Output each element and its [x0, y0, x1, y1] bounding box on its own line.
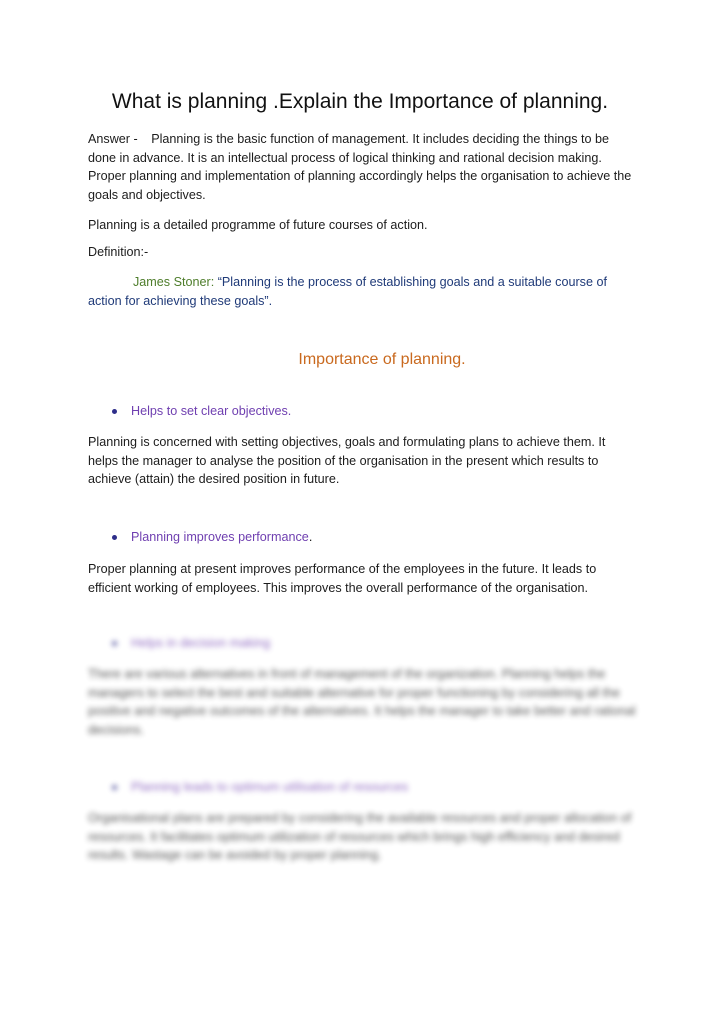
bullet-icon: [112, 785, 117, 790]
page-title: What is planning .Explain the Importance of planning.: [111, 90, 609, 113]
definition-label: Definition:-: [88, 245, 149, 259]
bullet-heading: Planning improves performance: [131, 530, 309, 544]
bullet-heading: Helps in decision making: [131, 636, 271, 650]
bullet-heading: Helps to set clear objectives.: [131, 404, 292, 418]
bullet-heading-suffix: .: [308, 530, 313, 544]
definition-quote-paragraph: [88, 273, 638, 310]
bullet-icon: [112, 641, 117, 646]
bullet-item-performance: [112, 530, 312, 544]
bullet-heading: Planning leads to optimum utilisation of resources: [131, 780, 409, 794]
bullet-icon: [112, 409, 117, 414]
bullet-item-objectives: [112, 404, 291, 418]
answer-text: Planning is the basic function of management. It includes deciding the things to be done in advance. It is an intellectual process of logical thinking and rational decision making. Proper planning and implementation of planning accordingly helps the organisation to achieve the goals and objectives.: [88, 132, 632, 202]
answer-paragraph: [88, 130, 636, 204]
point-paragraph: Proper planning at present improves performance of the employees in the future. It leads to efficient working of employees. This improves the overall performance of the organisation.: [88, 562, 597, 595]
bullet-item-resources: [112, 780, 408, 794]
bullet-item-decision-making: [112, 636, 270, 650]
detail-paragraph: Planning is a detailed programme of future courses of action.: [88, 218, 428, 232]
point-paragraph: There are various alternatives in front of management of the organization. Planning helps the managers to select the best and suitable alternative for proper functioning by considering all the positive and negative outcomes of the alternatives. It helps the manager to take better and rational decisions.: [88, 667, 636, 737]
bullet-icon: [112, 535, 117, 540]
definition-quote: “Planning is the process of establishing goals and a suitable course of action for achieving these goals”.: [88, 275, 607, 308]
point-paragraph: Organisational plans are prepared by considering the available resources and proper allocation of resources. It facilitates optimum utilization of resources which brings high efficiency and desired results. Wastage can be avoided by proper planning.: [88, 811, 632, 862]
section-heading: Importance of planning.: [298, 351, 466, 368]
point-paragraph: Planning is concerned with setting objectives, goals and formulating plans to achieve them. It helps the manager to analyse the position of the organisation in the present which results to achieve (attain) the desired position in future.: [88, 435, 606, 486]
definition-author: James Stoner:: [133, 275, 215, 289]
answer-label: Answer -: [88, 132, 138, 146]
